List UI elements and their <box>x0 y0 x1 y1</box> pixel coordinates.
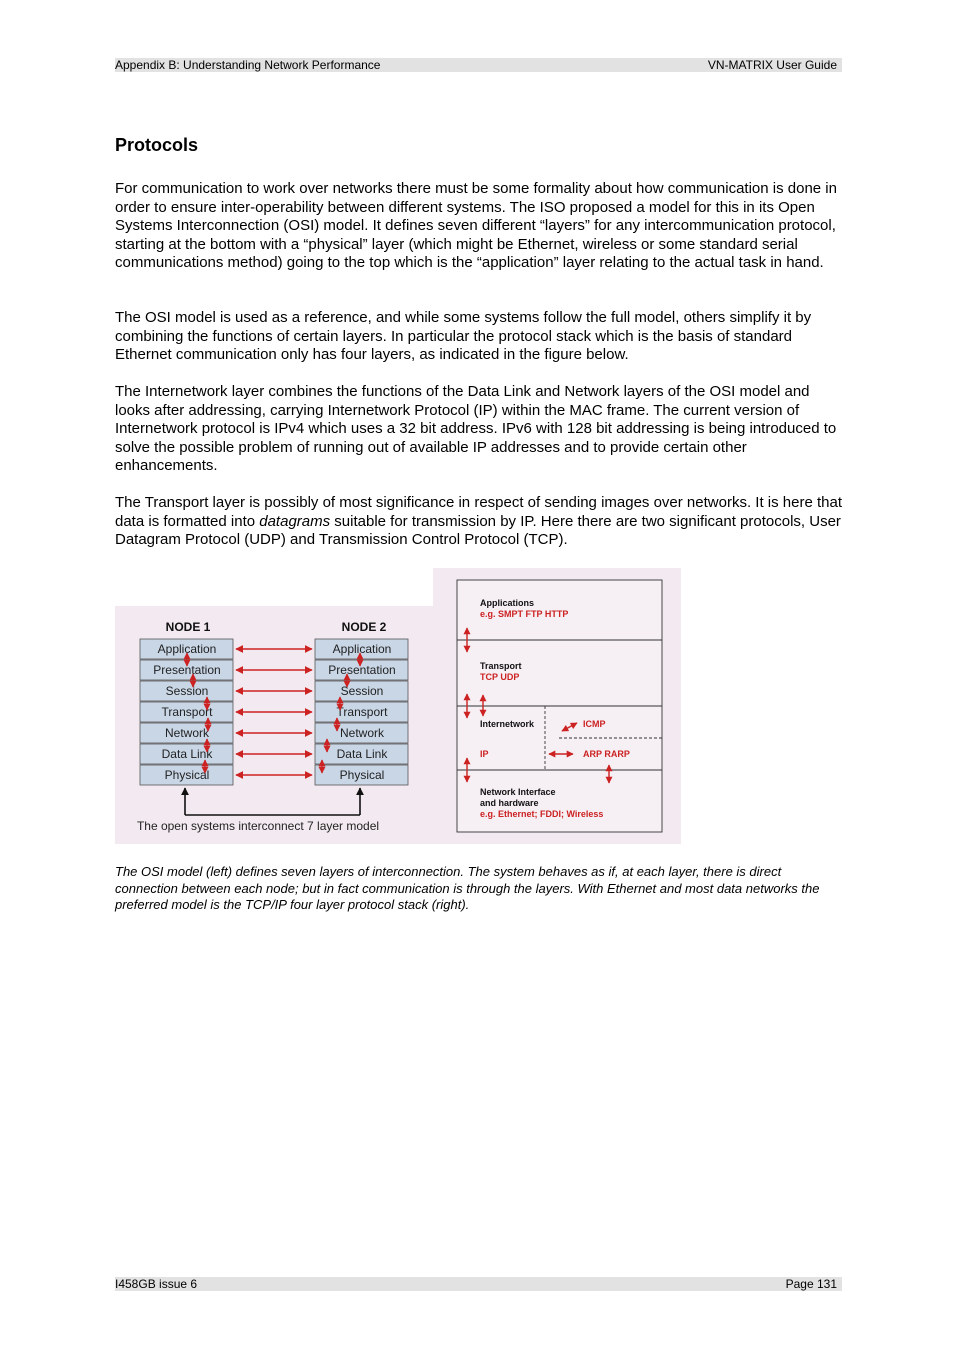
node2-layer-transport: Transport <box>336 705 388 719</box>
transport-protocols: TCP UDP <box>480 672 520 682</box>
node2-layer-network: Network <box>339 726 385 740</box>
node2-layer-session: Session <box>340 684 384 698</box>
network-interface-subtitle: and hardware <box>480 798 539 808</box>
header-right: VN-MATRIX User Guide <box>707 58 837 72</box>
node1-layer-session: Session <box>165 684 209 698</box>
ip-label: IP <box>480 749 489 759</box>
node2-label: NODE 2 <box>341 620 387 634</box>
page-header <box>115 58 842 72</box>
node1-layer-physical: Physical <box>164 768 210 782</box>
paragraph-4 <box>115 494 845 550</box>
footer-right: Page 131 <box>785 1277 837 1291</box>
arp-rarp-label: ARP RARP <box>583 749 630 759</box>
applications-title: Applications <box>480 598 535 608</box>
tcpip-stack <box>457 580 662 832</box>
icmp-label: ICMP <box>583 719 606 729</box>
paragraph-3: The Internetwork layer combines the functions of the Data Link and Network layers of the OSI model and looks after addressing, carrying Internetwork Protocol (IP) within the MAC frame. The current version of Internetwork protocol is IPv4 which uses a 32 bit address. IPv6 with 128 bit addressing is being introduced to solve the possible problem of running out of available IP addresses and to provide certain other enhancements. <box>115 383 837 475</box>
figure-caption: The OSI model (left) defines seven layers of interconnection. The system behaves as if, at each layer, there is direct connection between each node; but in fact communication is through the layers. With Ethernet and most data networks the preferred model is the TCP/IP four layer protocol stack (right). <box>115 864 820 913</box>
network-interface-title: Network Interface <box>480 787 556 797</box>
node2-layer-physical: Physical <box>339 768 385 782</box>
node2-stack <box>315 639 408 785</box>
node1-layer-transport: Transport <box>161 705 213 719</box>
paragraph-4-end: suitable for transmission by IP. Here there are two significant protocols, User Datagram Protocol (UDP) and Transmission Control Protocol (TCP). <box>115 512 841 549</box>
network-models-figure <box>115 568 681 844</box>
node1-layer-data-link: Data Link <box>161 747 213 761</box>
transport-title: Transport <box>480 661 522 671</box>
node1-layer-application: Application <box>157 642 217 656</box>
node1-layer-network: Network <box>164 726 210 740</box>
section-title: Protocols <box>115 135 199 155</box>
paragraph-1: For communication to work over networks there must be some formality about how communication is done in order to ensure inter-operability between different systems. The ISO proposed a model for this in its Open Systems Interconnection (OSI) model. It defines seven different “layers” for any intercommunication protocol, starting at the bottom with a “physical” layer (which might be Ethernet, wireless or some standard serial communications method) going to the top which is the “application” layer relating to the actual task in hand. <box>115 180 837 272</box>
header-left: Appendix B: Understanding Network Performance <box>115 58 381 72</box>
page-footer <box>115 1277 842 1291</box>
node2-layer-presentation: Presentation <box>328 663 396 677</box>
paragraph-4-start: The Transport layer is possibly of most significance in respect of sending images over networks. It is here that data is formatted into <box>115 494 843 530</box>
node2-layer-application: Application <box>332 642 392 656</box>
node2-layer-data-link: Data Link <box>336 747 388 761</box>
paragraph-2: The OSI model is used as a reference, and while some systems follow the full model, others simplify it by combining the functions of certain layers. In particular the protocol stack which is the basis of standard Ethernet communication only has four layers, as indicated in the figure below. <box>115 309 812 364</box>
node1-label: NODE 1 <box>165 620 211 634</box>
osi-model-label: The open systems interconnect 7 layer model <box>136 819 380 833</box>
footer-left: I458GB issue 6 <box>115 1277 198 1291</box>
node1-layer-presentation: Presentation <box>153 663 221 677</box>
network-interface-protocols: e.g. Ethernet; FDDI; Wireless <box>480 809 604 819</box>
applications-protocols: e.g. SMPT FTP HTTP <box>480 609 569 619</box>
paragraph-4-emphasis: datagrams <box>259 512 331 530</box>
internetwork-title: Internetwork <box>480 719 535 729</box>
